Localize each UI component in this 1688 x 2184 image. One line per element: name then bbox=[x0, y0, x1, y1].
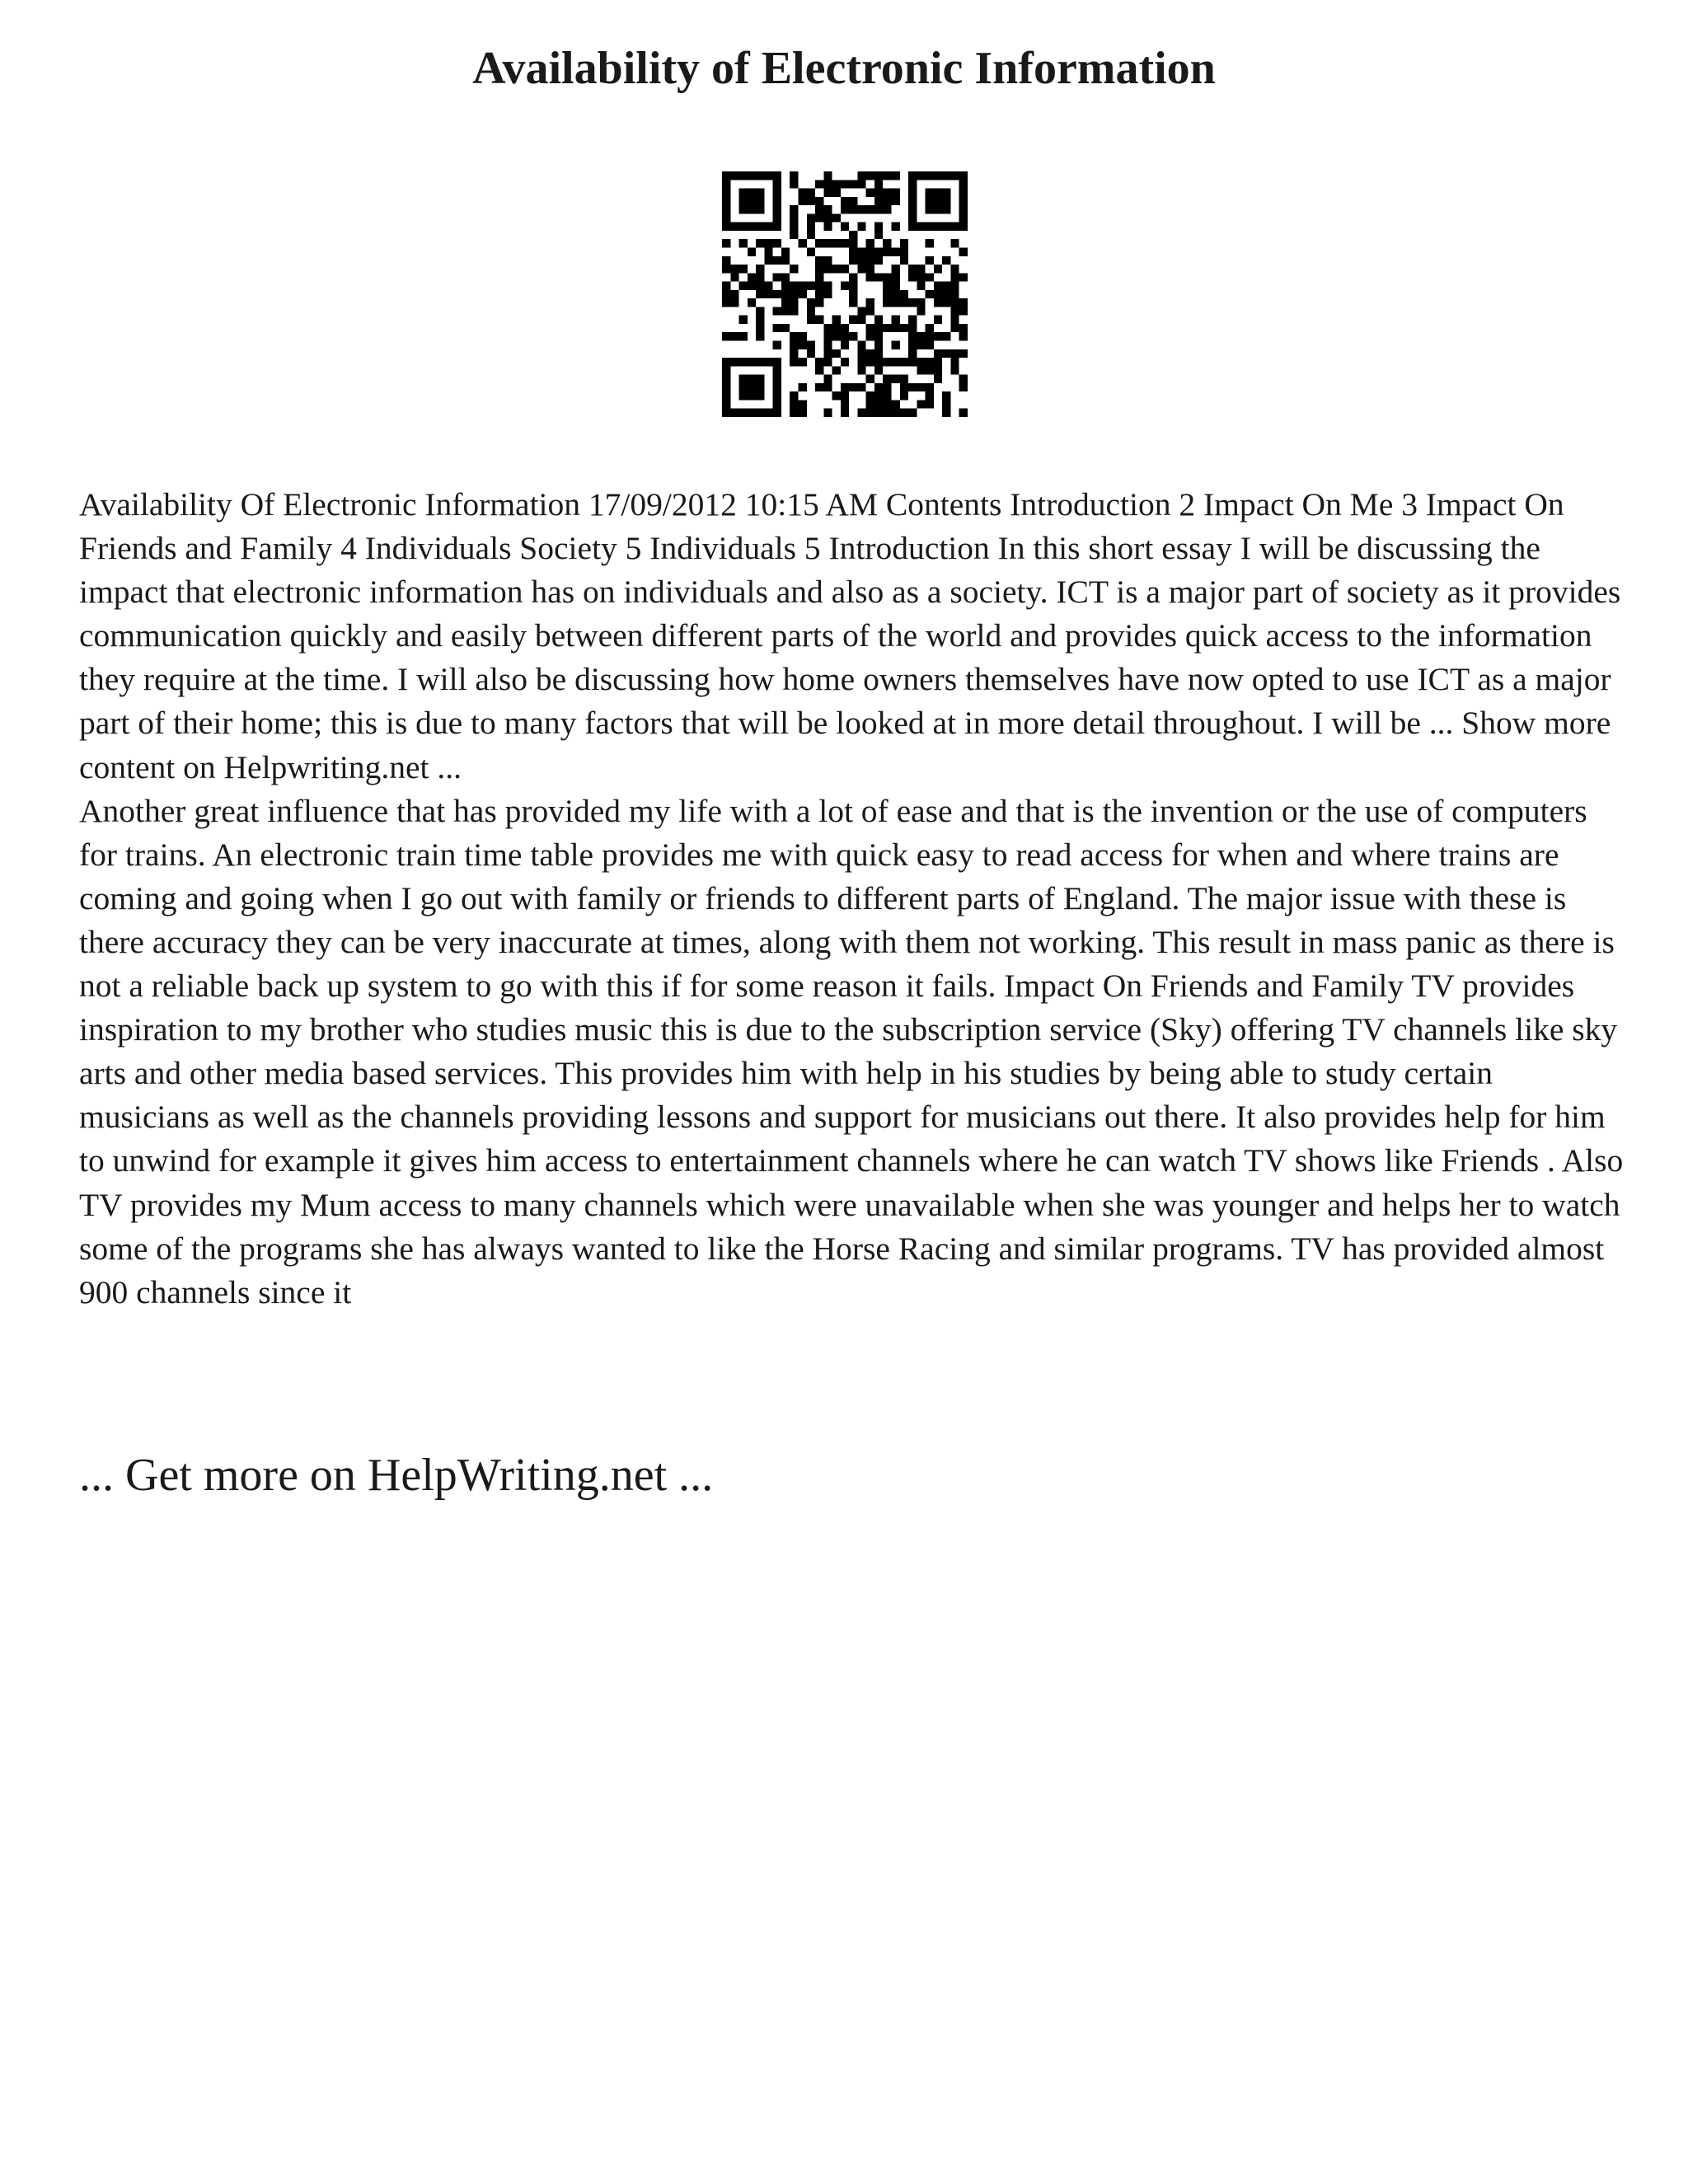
essay-body bbox=[79, 483, 1629, 1315]
page-title: Availability of Electronic Information bbox=[472, 43, 1216, 94]
get-more-link[interactable]: ... Get more on HelpWriting.net ... bbox=[79, 1450, 714, 1501]
qr-code-icon bbox=[722, 171, 968, 417]
essay-paragraph-2: Another great influence that has provided my life with a lot of ease and that is the invention or the use of computers for trains. An electronic train time table provides me with quick easy to read access for when and where trains are coming and going when I go out with family or friends to different parts of England. The major issue with these is there accuracy they can be very inaccurate at times, along with them not working. This result in mass panic as there is not a reliable back up system to go with this if for some reason it fails. Impact On Friends and Family TV provides inspiration to my brother who studies music this is due to the subscription service (Sky) offering TV channels like sky arts and other media based services. This provides him with help in his studies by being able to study certain musicians as well as the channels providing lessons and support for musicians out there. It also provides help for him to unwind for example it gives him access to entertainment channels where he can watch TV shows like Friends . Also TV provides my Mum access to many channels which were unavailable when she was younger and helps her to watch some of the programs she has always wanted to like the Horse Racing and similar programs. TV has provided almost 900 channels since it bbox=[79, 792, 1624, 1310]
essay-paragraph-1: Availability Of Electronic Information 17/09/2012 10:15 AM Contents Introduction 2 Impact On Me 3 Impact On Friends and Family 4 Individuals Society 5 Individuals 5 Introduction In this short essay I will be discussing the impact that electronic information has on individuals and also as a society. ICT is a major part of society as it provides communication quickly and easily between different parts of the world and provides quick access to the information they require at the time. I will also be discussing how home owners themselves have now opted to use ICT as a major part of their home; this is due to many factors that will be looked at in more detail throughout. I will be ... Show more content on Helpwriting.net ... bbox=[79, 486, 1621, 785]
